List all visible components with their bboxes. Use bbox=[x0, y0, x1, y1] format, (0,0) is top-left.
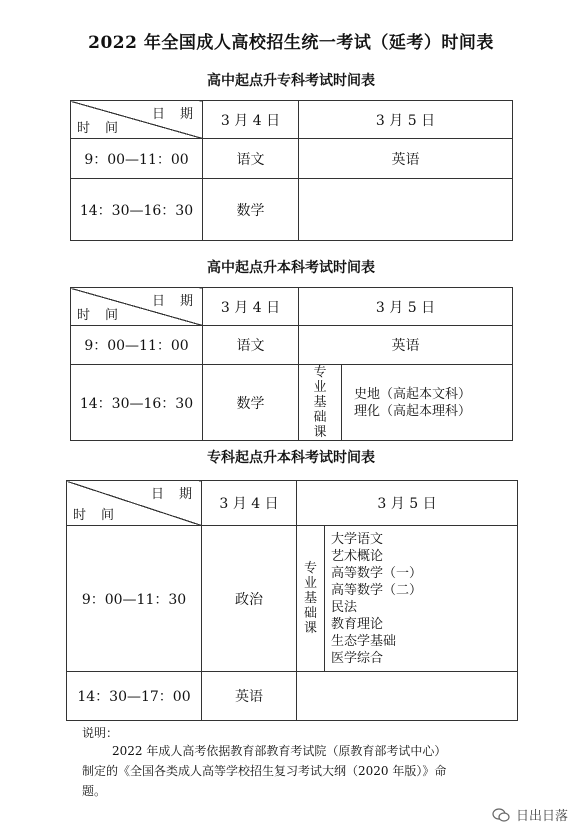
subject-cell: 政治 bbox=[202, 526, 297, 672]
time-header-label: 时 间 bbox=[73, 508, 116, 523]
table3 bbox=[66, 480, 518, 721]
subject-cell bbox=[299, 179, 513, 241]
wechat-icon bbox=[492, 808, 510, 822]
subject-item: 艺术概论 bbox=[331, 548, 384, 564]
notes-label: 说明： bbox=[82, 726, 119, 740]
notes-line-2: 制定的《全国各类成人高等学校招生复习考试大纲（2020 年版）》命 bbox=[82, 764, 447, 778]
subject-item: 高等数学（二） bbox=[331, 582, 423, 598]
subject-item: 高等数学（一） bbox=[331, 565, 423, 581]
page-title: 2022 年全国成人高校招生统一考试（延考）时间表 bbox=[88, 33, 494, 53]
time-slot: 9：00—11：00 bbox=[71, 326, 203, 365]
header-diagonal-cell bbox=[67, 481, 202, 526]
day1-header: 3 月 4 日 bbox=[203, 288, 299, 326]
subject-item: 生态学基础 bbox=[331, 633, 397, 649]
table2-subtitle: 高中起点升本科考试时间表 bbox=[207, 260, 375, 276]
time-slot: 9：00—11：30 bbox=[67, 526, 202, 672]
time-slot: 14：30—16：30 bbox=[71, 179, 203, 241]
day1-header: 3 月 4 日 bbox=[202, 481, 297, 526]
subject-item: 史地（高起本文科） bbox=[354, 386, 472, 402]
time-slot: 14：30—17：00 bbox=[67, 672, 202, 721]
table2 bbox=[70, 287, 513, 441]
category-label: 专业基础课 bbox=[303, 561, 317, 636]
subject-cell: 数学 bbox=[203, 365, 299, 441]
subject-item: 理化（高起本理科） bbox=[354, 403, 472, 419]
notes-line-1: 2022 年成人高考依据教育部教育考试院（原教育部考试中心） bbox=[112, 744, 447, 758]
header-diagonal-cell bbox=[71, 288, 203, 326]
subject-cell: 语文 bbox=[203, 326, 299, 365]
date-header-label: 日 期 bbox=[151, 107, 194, 122]
subject-cell: 英语 bbox=[299, 139, 513, 179]
subject-cell: 英语 bbox=[202, 672, 297, 721]
subject-list bbox=[325, 526, 518, 672]
category-label: 专业基础课 bbox=[313, 365, 327, 440]
date-header-label: 日 期 bbox=[151, 294, 194, 309]
category-cell bbox=[297, 526, 325, 672]
subject-item: 医学综合 bbox=[331, 650, 384, 666]
time-slot: 9：00—11：00 bbox=[71, 139, 203, 179]
time-header-label: 时 间 bbox=[77, 121, 120, 136]
day2-header: 3 月 5 日 bbox=[297, 481, 518, 526]
watermark bbox=[492, 805, 568, 824]
subject-cell bbox=[297, 672, 518, 721]
date-header-label: 日 期 bbox=[150, 487, 193, 502]
subject-item: 大学语文 bbox=[331, 531, 384, 547]
category-cell bbox=[299, 365, 342, 441]
subject-cell: 语文 bbox=[203, 139, 299, 179]
watermark-text: 日出日落 bbox=[515, 809, 568, 824]
subject-item: 民法 bbox=[331, 599, 358, 615]
table3-subtitle: 专科起点升本科考试时间表 bbox=[207, 450, 375, 466]
notes-line-3: 题。 bbox=[82, 784, 107, 798]
subject-cell: 数学 bbox=[203, 179, 299, 241]
subject-item: 教育理论 bbox=[331, 616, 384, 632]
day1-header: 3 月 4 日 bbox=[203, 101, 299, 139]
table1 bbox=[70, 100, 513, 241]
table1-subtitle: 高中起点升专科考试时间表 bbox=[207, 73, 375, 89]
time-slot: 14：30—16：30 bbox=[71, 365, 203, 441]
header-diagonal-cell bbox=[71, 101, 203, 139]
day2-header: 3 月 5 日 bbox=[299, 288, 513, 326]
time-header-label: 时 间 bbox=[77, 308, 120, 323]
day2-header: 3 月 5 日 bbox=[299, 101, 513, 139]
subject-list bbox=[342, 365, 513, 441]
subject-cell: 英语 bbox=[299, 326, 513, 365]
